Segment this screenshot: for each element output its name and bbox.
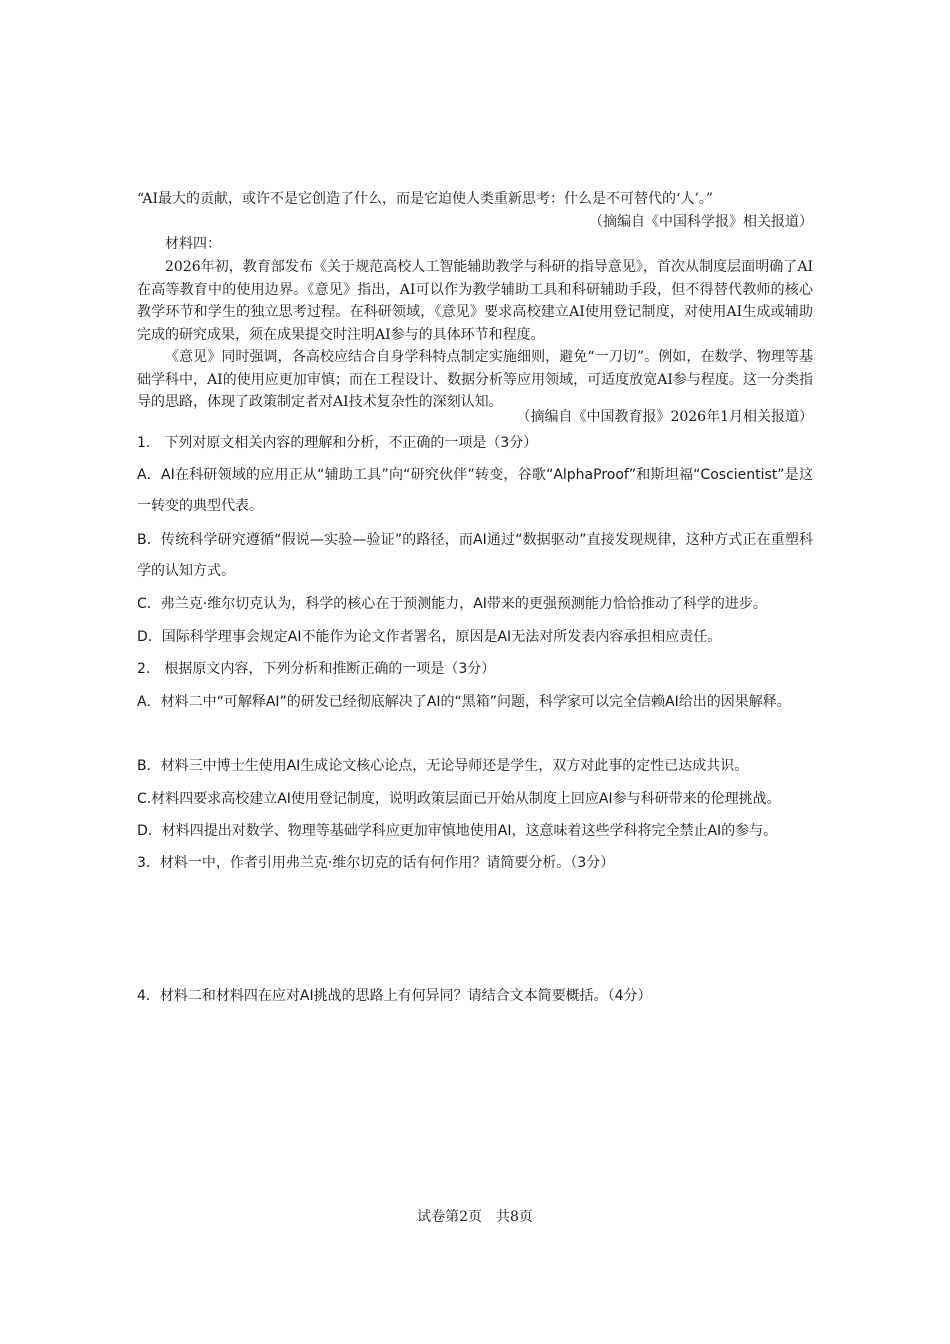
question-2-option-b: B．材料三中博士生使用AI生成论文核心论点，无论导师还是学生，双方对此事的定性已达成共识。 — [137, 758, 749, 774]
question-4-stem: 4．材料二和材料四在应对AI挑战的思路上有何异同？请结合文本简要概括。（4分） — [137, 988, 652, 1004]
question-1-option-d: D．国际科学理事会规定AI不能作为论文作者署名，原因是AI无法对所发表内容承担相应责任。 — [137, 629, 722, 645]
quote-line: “AI最大的贡献，或许不是它创造了什么，而是它迫使人类重新思考：什么是不可替代的‘人’。” — [137, 191, 714, 207]
question-3-stem: 3．材料一中，作者引用弗兰克·维尔切克的话有何作用？请简要分析。（3分） — [137, 855, 615, 871]
question-1-option-a: A．AI在科研领域的应用正从“辅助工具”向“研究伙伴”转变，谷歌“AlphaProof”和斯坦福“Coscientist”是这一转变的典型代表。 — [137, 467, 813, 514]
question-2-option-a: A．材料二中“可解释AI”的研发已经彻底解决了AI的“黑箱”问题，科学家可以完全信赖AI给出的因果解释。 — [137, 694, 791, 710]
material4-paragraph-1: 2026年初，教育部发布《关于规范高校人工智能辅助教学与科研的指导意见》，首次从制度层面明确了AI在高等教育中的使用边界。《意见》指出，AI可以作为教学辅助工具和科研辅助手段，但不得替代教师的核心教学环节和学生的独立思考过程。在科研领域，《意见》要求高校建立AI使用登记制度，对使用AI生成或辅助完成的研究成果，须在成果提交时注明AI参与的具体环节和程度。 — [137, 259, 813, 343]
quote-source: （摘编自《中国科学报》相关报道） — [589, 214, 813, 230]
page-footer: 试卷第2页 共8页 — [417, 1209, 533, 1225]
question-1-stem: 1. 下列对原文相关内容的理解和分析，不正确的一项是（3分） — [137, 435, 538, 451]
question-1-option-c: C．弗兰克·维尔切克认为，科学的核心在于预测能力，AI带来的更强预测能力恰恰推动了科学的进步。 — [137, 596, 767, 612]
question-2-option-d: D．材料四提出对数学、物理等基础学科应更加审慎地使用AI，这意味着这些学科将完全禁止AI的参与。 — [137, 823, 778, 839]
material4-paragraph-2: 《意见》同时强调，各高校应结合自身学科特点制定实施细则，避免“一刀切”。例如，在数学、物理等基础学科中，AI的使用应更加审慎；而在工程设计、数据分析等应用领域，可适度放宽AI参与程度。这一分类指导的思路，体现了政策制定者对AI技术复杂性的深刻认知。 — [137, 349, 813, 410]
question-2-option-c: C.材料四要求高校建立AI使用登记制度，说明政策层面已开始从制度上回应AI参与科研带来的伦理挑战。 — [137, 791, 781, 807]
question-1-option-b: B．传统科学研究遵循“假说—实验—验证”的路径，而AI通过“数据驱动”直接发现规律，这种方式正在重塑科学的认知方式。 — [137, 532, 813, 579]
material4-source: （摘编自《中国教育报》2026年1月相关报道） — [516, 409, 813, 425]
question-2-stem: 2. 根据原文内容，下列分析和推断正确的一项是（3分） — [137, 661, 496, 677]
material4-title: 材料四： — [165, 236, 221, 252]
